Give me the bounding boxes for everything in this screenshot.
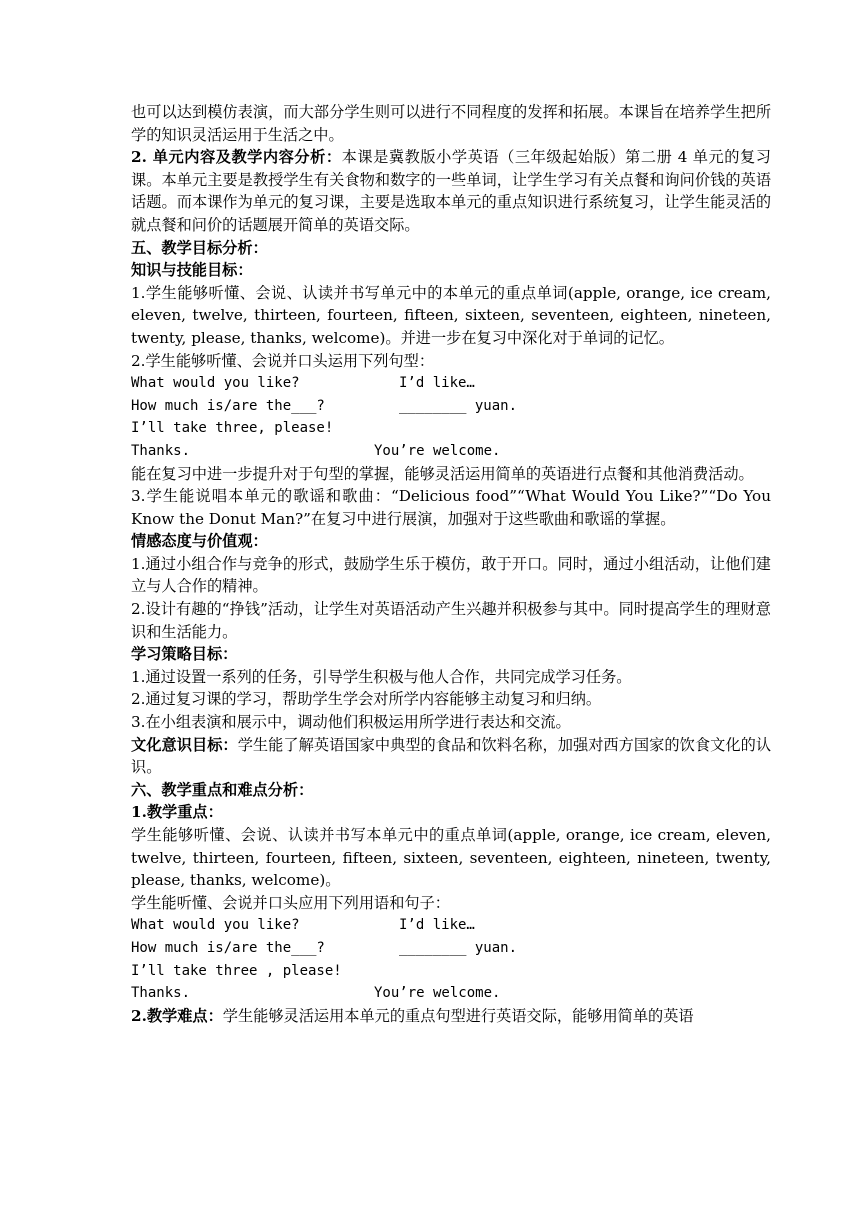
key-sentence-answer-2: ________ yuan. bbox=[399, 939, 518, 956]
key-sentence-answer-1: I’d like… bbox=[399, 917, 475, 934]
sentence-answer-1: I’d like… bbox=[399, 375, 475, 392]
key-sentence-question-1: What would you like? bbox=[131, 917, 300, 934]
unit-analysis-body: 本课是冀教版小学英语（三年级起始版）第二册 4 单元的复习课。本单元主要是教授学生有关食物和数字的一些单词，让学生学习有关点餐和询问价钱的英语话题。而本课作为单元的复习课，主要是选取本单元的重点知识进行系统复习，让学生能灵活的就点餐和问价的话题展开简单的英语交际。 bbox=[131, 148, 771, 234]
sentence-welcome: You’re welcome. bbox=[374, 442, 501, 459]
attitude-item-2: 2.设计有趣的“挣钱”活动，让学生对英语活动产生兴趣并积极参与其中。同时提高学生的理财意识和生活能力。 bbox=[131, 600, 771, 641]
key-points-words: 学生能够听懂、会说、认读并书写本单元中的重点单词(apple, orange, ice cream, eleven, twelve, thirteen, fourteen, fifteen, sixteen, seventeen, eighteen, nineteen, twenty, please, thanks, welcome)。 bbox=[131, 826, 771, 890]
cultural-body: 学生能了解英语国家中典型的食品和饮料名称，加强对西方国家的饮食文化的认识。 bbox=[131, 735, 772, 777]
key-sentence-row-4 bbox=[131, 982, 771, 1005]
key-sentence-thanks: Thanks. bbox=[131, 985, 191, 1002]
learning-strategy-heading: 学习策略目标： bbox=[131, 645, 238, 664]
sentence-row-2 bbox=[131, 395, 771, 418]
paragraph-unit-analysis bbox=[131, 146, 771, 236]
knowledge-item-2: 2.学生能够听懂、会说并口头运用下列句型： bbox=[131, 351, 435, 370]
attitude-item-1: 1.通过小组合作与竞争的形式，鼓励学生乐于模仿，敢于开口。同时，通过小组活动，让他们建立与人合作的精神。 bbox=[131, 554, 771, 596]
sentence-3: I’ll take three, please! bbox=[131, 420, 334, 437]
cultural-awareness bbox=[131, 734, 771, 779]
knowledge-skills-heading: 知识与技能目标： bbox=[131, 261, 253, 280]
section-6-heading: 六、教学重点和难点分析： bbox=[131, 780, 314, 799]
knowledge-item-2-note: 能在复习中进一步提升对于句型的掌握，能够灵活运用简单的英语进行点餐和其他消费活动。 bbox=[131, 464, 754, 483]
key-points-sentences-intro: 学生能听懂、会说并口头应用下列用语和句子： bbox=[131, 893, 450, 912]
document-page bbox=[131, 101, 771, 1027]
knowledge-item-3: 3.学生能说唱本单元的歌谣和歌曲：“Delicious food”“What Would You Like?”“Do You Know the Donut Man?”在复习中进行展演，加强对于这些歌曲和歌谣的掌握。 bbox=[131, 487, 771, 528]
strategy-item-3: 3.在小组表演和展示中，调动他们积极运用所学进行表达和交流。 bbox=[131, 713, 571, 732]
unit-analysis-heading: 2. 单元内容及教学内容分析： bbox=[131, 148, 342, 167]
key-sentence-3: I’ll take three , please! bbox=[131, 962, 342, 979]
sentence-row-4 bbox=[131, 440, 771, 463]
key-sentence-question-2: How much is/are the___? bbox=[131, 939, 325, 956]
key-sentence-row-1 bbox=[131, 914, 771, 937]
key-sentence-row-3 bbox=[131, 960, 771, 983]
sentence-row-1 bbox=[131, 372, 771, 395]
key-sentence-welcome: You’re welcome. bbox=[374, 985, 501, 1002]
difficulty-paragraph bbox=[131, 1005, 771, 1028]
section-5-heading: 五、教学目标分析： bbox=[131, 238, 268, 257]
strategy-item-2: 2.通过复习课的学习，帮助学生学会对所学内容能够主动复习和归纳。 bbox=[131, 690, 602, 709]
key-points-heading: 1.教学重点： bbox=[131, 803, 223, 822]
paragraph-intro-end: 也可以达到模仿表演，而大部分学生则可以进行不同程度的发挥和拓展。本课旨在培养学生把所学的知识灵活运用于生活之中。 bbox=[131, 103, 771, 144]
difficulty-heading: 2.教学难点： bbox=[131, 1006, 223, 1025]
sentence-question-1: What would you like? bbox=[131, 375, 300, 392]
strategy-item-1: 1.通过设置一系列的任务，引导学生积极与他人合作，共同完成学习任务。 bbox=[131, 667, 632, 686]
sentence-thanks: Thanks. bbox=[131, 442, 191, 459]
difficulty-body: 学生能够灵活运用本单元的重点句型进行英语交际，能够用简单的英语 bbox=[222, 1006, 694, 1025]
sentence-question-2: How much is/are the___? bbox=[131, 397, 325, 414]
sentence-row-3 bbox=[131, 417, 771, 440]
cultural-heading: 文化意识目标： bbox=[131, 735, 238, 754]
key-sentence-row-2 bbox=[131, 937, 771, 960]
attitude-heading: 情感态度与价值观： bbox=[131, 532, 268, 551]
sentence-answer-2: ________ yuan. bbox=[399, 397, 518, 414]
knowledge-item-1: 1.学生能够听懂、会说、认读并书写单元中的本单元的重点单词(apple, orange, ice cream, eleven, twelve, thirteen, fourteen, fifteen, sixteen, seventeen, eighteen, nineteen, twenty, please, thanks, welcome)。并进一步在复习中深化对于单词的记忆。 bbox=[131, 283, 771, 347]
